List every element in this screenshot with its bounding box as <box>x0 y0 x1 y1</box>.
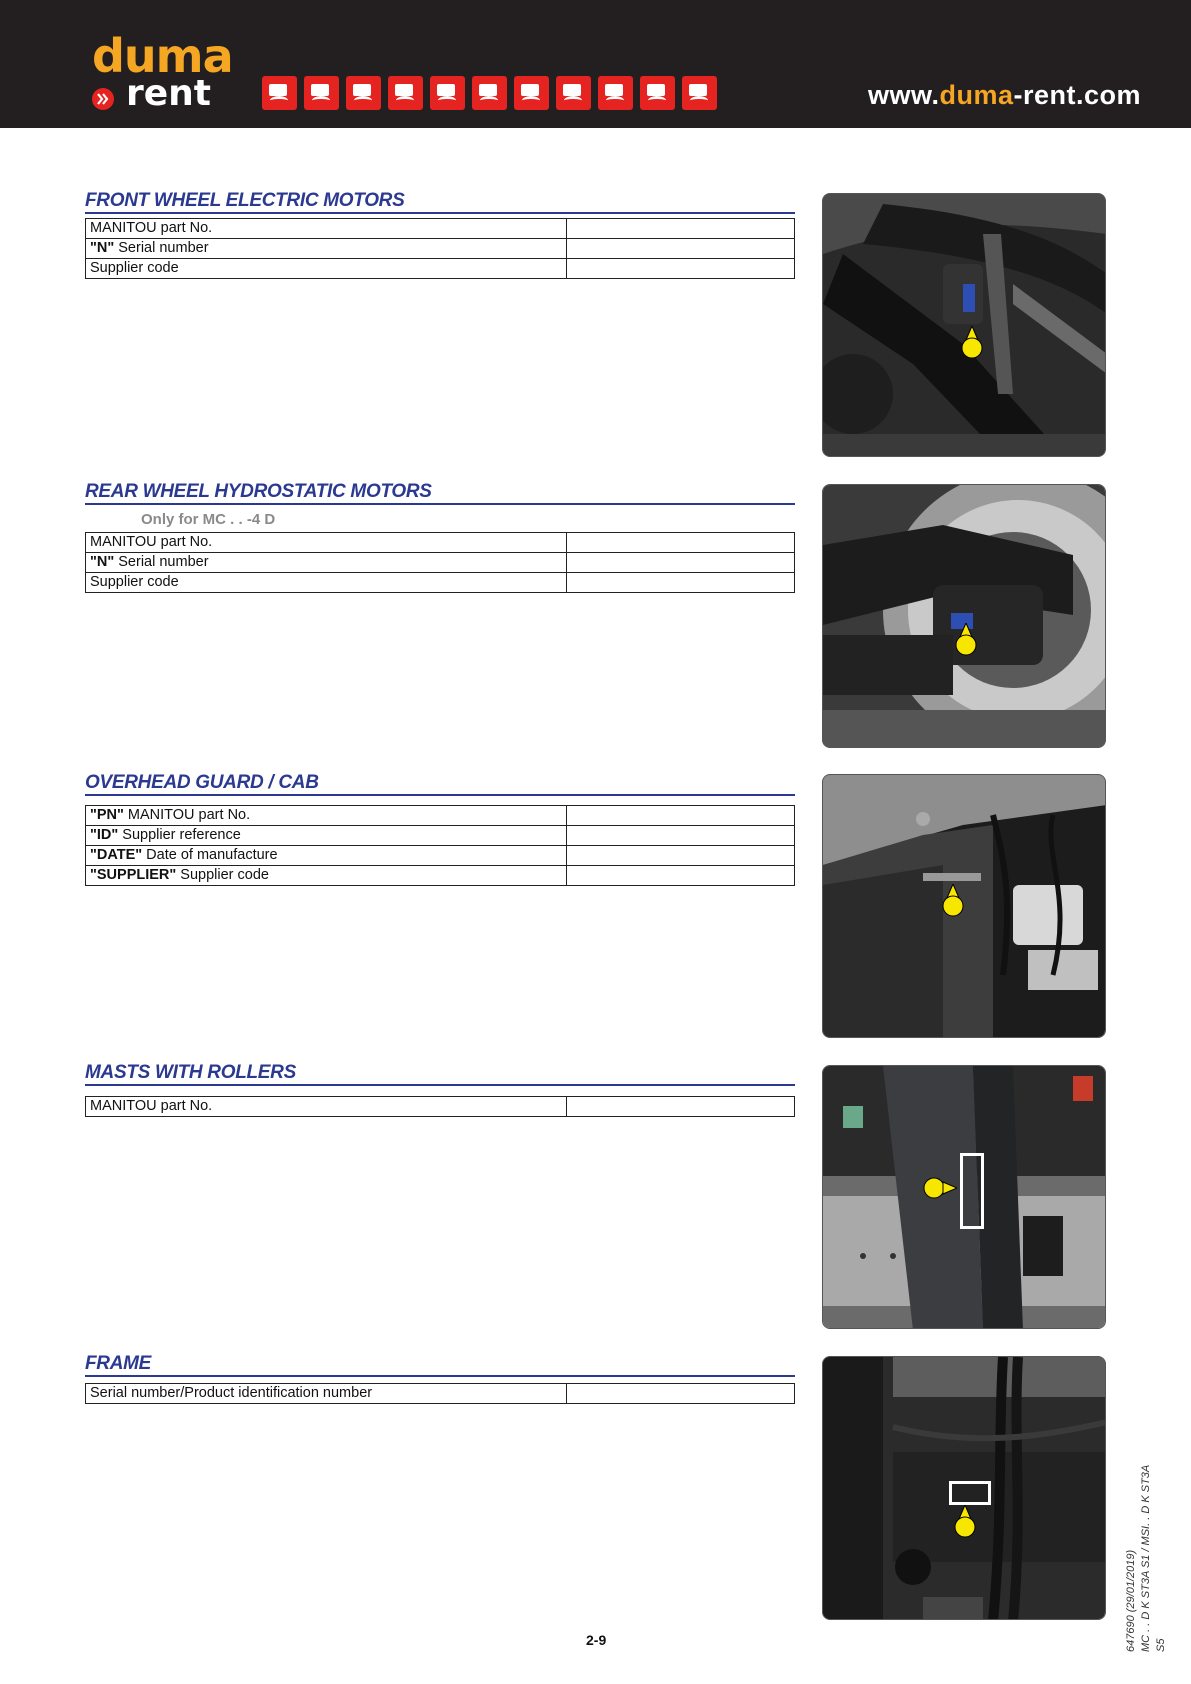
row-label: MANITOU part No. <box>86 1097 567 1117</box>
photo-frame <box>822 1356 1106 1620</box>
row-label: "N" Serial number <box>86 239 567 259</box>
table-row <box>86 259 795 279</box>
row-value-field[interactable] <box>567 219 795 239</box>
page-header <box>0 0 1191 128</box>
row-value-field[interactable] <box>567 866 795 886</box>
section-title-overhead-guard: OVERHEAD GUARD / CAB <box>85 772 795 796</box>
website-prefix: www. <box>868 80 940 110</box>
row-value-field[interactable] <box>567 239 795 259</box>
row-label: "PN" MANITOU part No. <box>86 806 567 826</box>
row-value-field[interactable] <box>567 806 795 826</box>
section-title-front-wheel-motors: FRONT WHEEL ELECTRIC MOTORS <box>85 190 795 214</box>
excavator-icon <box>556 76 591 110</box>
mini-loader-icon <box>388 76 423 110</box>
location-marker-icon <box>923 1176 957 1200</box>
location-marker-icon <box>960 326 984 360</box>
table-row <box>86 553 795 573</box>
serial-plate-highlight-box <box>949 1481 991 1505</box>
page-number: 2-9 <box>586 1632 607 1648</box>
section-title-masts: MASTS WITH ROLLERS <box>85 1062 795 1086</box>
logo-rent-label: rent <box>126 73 212 114</box>
scissor-lift-icon <box>346 76 381 110</box>
row-label: "SUPPLIER" Supplier code <box>86 866 567 886</box>
logo-chevron-icon <box>92 88 114 110</box>
table-row <box>86 219 795 239</box>
website-highlight: duma <box>939 80 1014 110</box>
row-value-field[interactable] <box>567 1097 795 1117</box>
boom-lift-icon <box>640 76 675 110</box>
row-label: "DATE" Date of manufacture <box>86 846 567 866</box>
skid-steer-icon <box>262 76 297 110</box>
document-code-date: 647690 (29/01/2019) <box>1125 1549 1137 1652</box>
wheel-loader-icon <box>430 76 465 110</box>
row-value-field[interactable] <box>567 846 795 866</box>
photo-front-wheel-motor <box>822 193 1106 457</box>
row-label: MANITOU part No. <box>86 219 567 239</box>
row-label: Serial number/Product identification number <box>86 1384 567 1404</box>
table-row <box>86 573 795 593</box>
row-value-field[interactable] <box>567 553 795 573</box>
table-row <box>86 1097 795 1117</box>
section-note: Only for MC . . -4 D <box>141 511 276 528</box>
frame-table <box>85 1383 795 1404</box>
document-reference <box>1124 1462 1169 1652</box>
nameplate-highlight-box <box>960 1153 984 1229</box>
row-label: MANITOU part No. <box>86 533 567 553</box>
table-row <box>86 866 795 886</box>
machine-icon-strip <box>262 76 717 110</box>
row-label: "ID" Supplier reference <box>86 826 567 846</box>
crane-truck-icon <box>514 76 549 110</box>
rear-wheel-motors-table <box>85 532 795 593</box>
truck-mounted-lift-icon <box>682 76 717 110</box>
overhead-guard-table <box>85 805 795 886</box>
row-value-field[interactable] <box>567 259 795 279</box>
row-value-field[interactable] <box>567 826 795 846</box>
row-label: "N" Serial number <box>86 553 567 573</box>
section-title-rear-wheel-motors: REAR WHEEL HYDROSTATIC MOTORS <box>85 481 795 505</box>
telehandler-icon <box>598 76 633 110</box>
table-row <box>86 806 795 826</box>
masts-table <box>85 1096 795 1117</box>
website-suffix: -rent.com <box>1013 80 1142 110</box>
table-row <box>86 239 795 259</box>
location-marker-icon <box>941 884 965 918</box>
row-label: Supplier code <box>86 259 567 279</box>
table-row <box>86 826 795 846</box>
roller-icon <box>472 76 507 110</box>
table-row <box>86 846 795 866</box>
location-marker-icon <box>954 623 978 657</box>
photo-rear-wheel-motor <box>822 484 1106 748</box>
photo-mast <box>822 1065 1106 1329</box>
logo-rent-text <box>126 74 211 114</box>
table-row <box>86 533 795 553</box>
table-row <box>86 1384 795 1404</box>
forklift-icon <box>304 76 339 110</box>
document-model-codes: MC . . D K ST3A S1 / MSI. . D K ST3A S5 <box>1140 1465 1167 1652</box>
duma-rent-logo <box>92 29 242 116</box>
row-label: Supplier code <box>86 573 567 593</box>
row-value-field[interactable] <box>567 533 795 553</box>
location-marker-icon <box>953 1505 977 1539</box>
section-title-frame: FRAME <box>85 1353 795 1377</box>
row-value-field[interactable] <box>567 573 795 593</box>
row-value-field[interactable] <box>567 1384 795 1404</box>
front-wheel-motors-table <box>85 218 795 279</box>
photo-overhead-guard <box>822 774 1106 1038</box>
logo-duma-text: duma <box>92 29 233 83</box>
website-url <box>868 80 1141 111</box>
